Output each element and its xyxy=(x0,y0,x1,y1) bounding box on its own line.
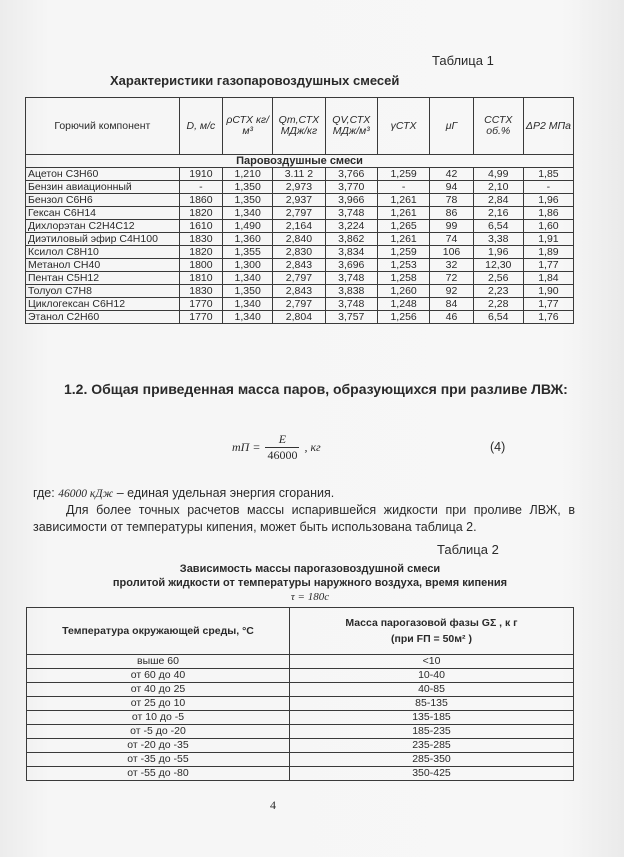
table1-value-cell: 84 xyxy=(430,298,473,311)
where-prefix: где: xyxy=(33,486,55,500)
table1-value-cell: 1,96 xyxy=(473,246,523,259)
table1-value-cell: 6,54 xyxy=(473,311,523,324)
table2-row xyxy=(27,711,574,725)
table2-header-row xyxy=(27,608,574,655)
table1-value-cell: 1,84 xyxy=(523,272,573,285)
table1-value-cell: 2,804 xyxy=(273,311,325,324)
table1-component-cell: Толуол C7H8 xyxy=(26,285,180,298)
table1-value-cell: 86 xyxy=(430,207,473,220)
table1-value-cell: 1,253 xyxy=(377,259,429,272)
table1-value-cell: 2,797 xyxy=(273,272,325,285)
table1-component-cell: Бензин авиационный xyxy=(26,181,180,194)
table1-value-cell: 1,340 xyxy=(223,272,273,285)
table1-value-cell: 1,90 xyxy=(523,285,573,298)
page-number: 4 xyxy=(270,798,276,812)
table1-component-cell: Бензол C6H6 xyxy=(26,194,180,207)
table2-temperature-cell: от -5 до -20 xyxy=(27,725,290,739)
table1-value-cell: 2,56 xyxy=(473,272,523,285)
table2-row xyxy=(27,767,574,781)
table2-row xyxy=(27,739,574,753)
table1-value-cell: 2,830 xyxy=(273,246,325,259)
table1-component-cell: Ацетон C3H60 xyxy=(26,168,180,181)
table1-caption: Таблица 1 xyxy=(432,53,494,68)
table1-value-cell: 1800 xyxy=(179,259,222,272)
table2-title-line1: Зависимость массы парогазовоздушной смеси xyxy=(179,563,441,575)
table1-value-cell: 1,490 xyxy=(223,220,273,233)
table1-value-cell: 3,748 xyxy=(325,298,377,311)
table1-group-row xyxy=(26,155,574,168)
table1-value-cell: 2,840 xyxy=(273,233,325,246)
table1-value-cell: 1,258 xyxy=(377,272,429,285)
table1-value-cell: 1,85 xyxy=(523,168,573,181)
table1-value-cell: 1770 xyxy=(179,311,222,324)
table1-value-cell: 1610 xyxy=(179,220,222,233)
table1-value-cell: 3,966 xyxy=(325,194,377,207)
table2-mass-cell: 135-185 xyxy=(290,711,574,725)
table1-value-cell: 1,76 xyxy=(523,311,573,324)
formula-lhs: mП = xyxy=(232,440,261,454)
table1-value-cell: 32 xyxy=(430,259,473,272)
table2-row xyxy=(27,697,574,711)
table2-mass-cell: 235-285 xyxy=(290,739,574,753)
table1-value-cell: 1,96 xyxy=(523,194,573,207)
table1-row xyxy=(26,207,574,220)
table1-header-cell: μГ xyxy=(430,98,473,155)
table1-header-cell: ΔP2 МПа xyxy=(523,98,573,155)
table1-value-cell: 2,164 xyxy=(273,220,325,233)
table1-row xyxy=(26,168,574,181)
table1-component-cell: Гексан C6H14 xyxy=(26,207,180,220)
table1-value-cell: 1,355 xyxy=(223,246,273,259)
table1-value-cell: 1,259 xyxy=(377,168,429,181)
table1-value-cell: 1,261 xyxy=(377,194,429,207)
table1-value-cell: 3,748 xyxy=(325,272,377,285)
table2-temperature-cell: от 60 до 40 xyxy=(27,669,290,683)
table2-temperature-cell: от -35 до -55 xyxy=(27,753,290,767)
table1-value-cell: 1,350 xyxy=(223,181,273,194)
table1-header-cell: ρСТХ кг/м³ xyxy=(223,98,273,155)
table1-value-cell: 1,210 xyxy=(223,168,273,181)
table1-value-cell: 1,89 xyxy=(523,246,573,259)
table1-value-cell: 1,259 xyxy=(377,246,429,259)
table1-value-cell: 92 xyxy=(430,285,473,298)
table1-component-cell: Пентан C5H12 xyxy=(26,272,180,285)
table2-temperature-cell: от -20 до -35 xyxy=(27,739,290,753)
table1-component-cell: Диэтиловый эфир C4H100 xyxy=(26,233,180,246)
formula-numerator: E xyxy=(265,432,299,448)
table1-value-cell: 1,265 xyxy=(377,220,429,233)
table1-value-cell: 3,766 xyxy=(325,168,377,181)
table1-value-cell: 2,28 xyxy=(473,298,523,311)
section-heading: 1.2. Общая приведенная масса паров, образующихся при разливе ЛВЖ: xyxy=(64,381,568,397)
table1-value-cell: 3,696 xyxy=(325,259,377,272)
table1-component-cell: Циклогексан C6H12 xyxy=(26,298,180,311)
formula-unit: , кг xyxy=(304,440,321,454)
formula-fraction xyxy=(265,432,299,463)
table2-header-left: Температура окружающей среды, °С xyxy=(27,608,290,655)
table2-title-line2: пролитой жидкости от температуры наружного воздуха, время кипения xyxy=(112,577,508,589)
table1-row xyxy=(26,220,574,233)
table1-value-cell: 2,937 xyxy=(273,194,325,207)
table1-value-cell: 1,261 xyxy=(377,233,429,246)
table2-mass-cell: 40-85 xyxy=(290,683,574,697)
table1-value-cell: 3,862 xyxy=(325,233,377,246)
table1-row xyxy=(26,272,574,285)
table1-value-cell: 1,360 xyxy=(223,233,273,246)
table1-value-cell: 2,16 xyxy=(473,207,523,220)
table1-value-cell: 2,797 xyxy=(273,298,325,311)
table1-value-cell: 1,261 xyxy=(377,207,429,220)
table1-value-cell: 78 xyxy=(430,194,473,207)
table1-value-cell: 106 xyxy=(430,246,473,259)
table2-header-right xyxy=(290,608,574,655)
table2-temperature-cell: от 40 до 25 xyxy=(27,683,290,697)
table1-header-cell: D, м/с xyxy=(179,98,222,155)
table2-caption: Таблица 2 xyxy=(437,542,499,557)
table1-value-cell: 3,748 xyxy=(325,207,377,220)
table1-value-cell: 94 xyxy=(430,181,473,194)
table2-title xyxy=(30,562,590,604)
table2-mass-cell: <10 xyxy=(290,655,574,669)
table1-header-cell: γСТХ xyxy=(377,98,429,155)
table1-row xyxy=(26,246,574,259)
formula-denominator: 46000 xyxy=(267,448,298,462)
table1-group-label: Паровоздушные смеси xyxy=(26,155,574,168)
table2-temperature-cell: от 25 до 10 xyxy=(27,697,290,711)
table1-value-cell: 6,54 xyxy=(473,220,523,233)
table1-value-cell: 1,91 xyxy=(523,233,573,246)
table1-value-cell: 2,10 xyxy=(473,181,523,194)
table1-component-cell: Ксилол C8H10 xyxy=(26,246,180,259)
table1-value-cell: 2,973 xyxy=(273,181,325,194)
table1-title: Характеристики газопаровоздушных смесей xyxy=(110,73,400,88)
table1-value-cell: 1,260 xyxy=(377,285,429,298)
table1-value-cell: 1810 xyxy=(179,272,222,285)
table1-value-cell: 1820 xyxy=(179,207,222,220)
table1-value-cell: 4,99 xyxy=(473,168,523,181)
table1-value-cell: 2,23 xyxy=(473,285,523,298)
table1-value-cell: 1,86 xyxy=(523,207,573,220)
table1-value-cell: 1860 xyxy=(179,194,222,207)
table1-header-cell: Qm,СТХ МДж/кг xyxy=(273,98,325,155)
where-line xyxy=(33,485,578,503)
table2-mass-cell: 10-40 xyxy=(290,669,574,683)
table1-value-cell: 42 xyxy=(430,168,473,181)
table1-value-cell: 1910 xyxy=(179,168,222,181)
table1-row xyxy=(26,311,574,324)
table2-row xyxy=(27,725,574,739)
table2-mass-cell: 85-135 xyxy=(290,697,574,711)
table1-value-cell: 46 xyxy=(430,311,473,324)
table1-value-cell: 1830 xyxy=(179,233,222,246)
table1-value-cell: 2,843 xyxy=(273,285,325,298)
table1-value-cell: 1770 xyxy=(179,298,222,311)
table1-value-cell: 99 xyxy=(430,220,473,233)
table1-value-cell: 3,834 xyxy=(325,246,377,259)
table1-header-cell: QV,СТХ МДж/м³ xyxy=(325,98,377,155)
table1-value-cell: 1,350 xyxy=(223,285,273,298)
table1-value-cell: 1,340 xyxy=(223,311,273,324)
table1-value-cell: 1,77 xyxy=(523,298,573,311)
table1-component-cell: Этанол C2H60 xyxy=(26,311,180,324)
table2-row xyxy=(27,683,574,697)
table2-temperature-cell: от 10 до -5 xyxy=(27,711,290,725)
where-text: – единая удельная энергия сгорания. xyxy=(116,486,335,500)
table2 xyxy=(26,607,574,781)
paragraph: Для более точных расчетов массы испарившейся жидкости при проливе ЛВЖ, в зависимости от температуры кипения, может быть использована таблица 2. xyxy=(33,503,575,534)
table1-value-cell: 1,256 xyxy=(377,311,429,324)
table1-value-cell: 3,38 xyxy=(473,233,523,246)
table1-component-cell: Дихлорэтан C2H4C12 xyxy=(26,220,180,233)
table1-value-cell: 74 xyxy=(430,233,473,246)
table2-temperature-cell: от -55 до -80 xyxy=(27,767,290,781)
table1-value-cell: 1,77 xyxy=(523,259,573,272)
table1-value-cell: 1830 xyxy=(179,285,222,298)
table1-row xyxy=(26,233,574,246)
table1-value-cell: 1,60 xyxy=(523,220,573,233)
table1-value-cell: 3,757 xyxy=(325,311,377,324)
table1-row xyxy=(26,259,574,272)
table1-value-cell: 1,340 xyxy=(223,298,273,311)
table1-value-cell: 1,340 xyxy=(223,207,273,220)
table2-header-right-line2: (при FП = 50м² ) xyxy=(391,633,472,645)
table1-value-cell: 3,838 xyxy=(325,285,377,298)
table1-value-cell: 1,300 xyxy=(223,259,273,272)
table2-row xyxy=(27,655,574,669)
table1-value-cell: 72 xyxy=(430,272,473,285)
table1-value-cell: 3.11 2 xyxy=(273,168,325,181)
table1-header-row xyxy=(26,98,574,155)
table1-value-cell: 2,843 xyxy=(273,259,325,272)
table1-value-cell: 3,224 xyxy=(325,220,377,233)
table1-row xyxy=(26,181,574,194)
table2-header-right-line1: Масса парогазовой фазы GΣ , к г xyxy=(345,617,518,629)
table1-row xyxy=(26,298,574,311)
table2-mass-cell: 185-235 xyxy=(290,725,574,739)
table1-value-cell: 3,770 xyxy=(325,181,377,194)
table1-value-cell: - xyxy=(179,181,222,194)
table1-row xyxy=(26,194,574,207)
table2-mass-cell: 285-350 xyxy=(290,753,574,767)
table1-value-cell: 12,30 xyxy=(473,259,523,272)
table1-value-cell: 1,350 xyxy=(223,194,273,207)
formula xyxy=(232,432,321,463)
equation-number: (4) xyxy=(490,440,506,454)
table2-row xyxy=(27,669,574,683)
table2-mass-cell: 350-425 xyxy=(290,767,574,781)
table1-value-cell: 1820 xyxy=(179,246,222,259)
table1-value-cell: - xyxy=(523,181,573,194)
where-value: 46000 кДж xyxy=(58,488,114,500)
table1 xyxy=(25,97,574,324)
table1-value-cell: 1,248 xyxy=(377,298,429,311)
table1-value-cell: - xyxy=(377,181,429,194)
table1-component-cell: Метанол CH40 xyxy=(26,259,180,272)
table1-header-cell: Горючий компонент xyxy=(26,98,180,155)
table2-temperature-cell: выше 60 xyxy=(27,655,290,669)
table1-header-cell: CСТХ об.% xyxy=(473,98,523,155)
table2-row xyxy=(27,753,574,767)
table2-title-line3: τ = 180с xyxy=(290,591,330,603)
table1-value-cell: 2,797 xyxy=(273,207,325,220)
table1-row xyxy=(26,285,574,298)
table1-value-cell: 2,84 xyxy=(473,194,523,207)
